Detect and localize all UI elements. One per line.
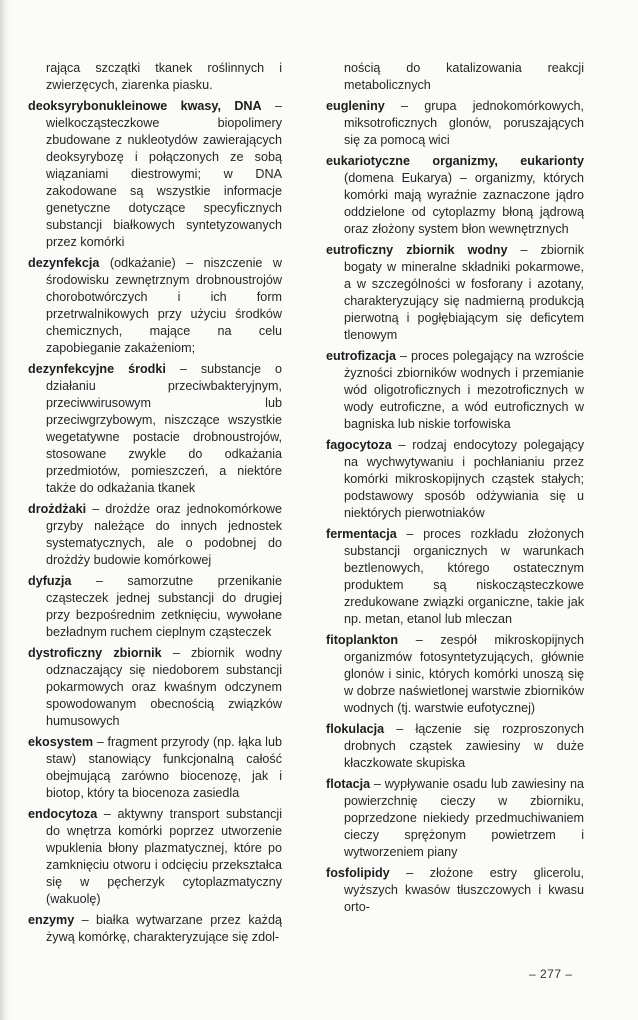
glossary-entry bbox=[28, 501, 282, 569]
entry-definition: – fragment przyrody (np. łąka lub staw) stanowiący funkcjonalną całość obejmującą zarówno biocenozę, jak i biotop, który ta biocenoza zasiedla bbox=[46, 735, 282, 800]
glossary-entry bbox=[326, 632, 584, 717]
entry-term: eutrofizacja bbox=[326, 349, 396, 363]
entry-definition: – samorzutne przenikanie cząsteczek jednej substancji do drugiej przy bezpośrednim zetknięciu, wywołane bezładnym ruchem cieplnym cząsteczek bbox=[46, 574, 282, 639]
glossary-entry bbox=[28, 734, 282, 802]
glossary-entry bbox=[28, 912, 282, 946]
glossary-entry bbox=[326, 153, 584, 238]
left-column bbox=[28, 60, 282, 950]
entry-term: enzymy bbox=[28, 913, 75, 927]
glossary-entry bbox=[28, 255, 282, 357]
entry-definition: (odkażanie) – niszczenie w środowisku zewnętrznym drobnoustrojów chorobotwórczych i ich form przetrwalnikowych przy użyciu środków chemicznych, mające na celu zapobieganie zakażeniom; bbox=[46, 256, 282, 355]
entry-term: fitoplankton bbox=[326, 633, 399, 647]
glossary-entry bbox=[326, 526, 584, 628]
entry-definition: – grupa jednokomórkowych, miksotroficznych glonów, poruszających się za pomocą wici bbox=[344, 99, 584, 147]
page-gutter-shadow bbox=[0, 0, 10, 1020]
entry-definition: – zespół mikroskopijnych organizmów fotosyntetyzujących, głównie glonów i sinic, których komórki unoszą się w dobrze naświetlonej warstwie zbiorników wodnych (tj. warstwie eufotycznej) bbox=[344, 633, 584, 715]
page-number: – 277 – bbox=[529, 967, 573, 981]
entry-term: dyfuzja bbox=[28, 574, 72, 588]
right-column bbox=[326, 60, 584, 920]
entry-term: flokulacja bbox=[326, 722, 385, 736]
entry-term: eutroficzny zbiornik wodny bbox=[326, 243, 508, 257]
glossary-entry bbox=[326, 437, 584, 522]
entry-term: flotacja bbox=[326, 777, 371, 791]
glossary-entry bbox=[28, 806, 282, 908]
glossary-entry bbox=[28, 98, 282, 251]
entry-definition: – drożdże oraz jednokomórkowe grzyby należące do innych jednostek systematycznych, ale o podobnej do drożdży budowie komórkowej bbox=[46, 502, 282, 567]
entry-definition: (domena Eukarya) – organizmy, których komórki mają wyraźnie zaznaczone jądro oddzielone od cytoplazmy błoną jądrową oraz złożony system błon wewnętrznych bbox=[344, 171, 584, 236]
entry-term: deoksyrybonukleinowe kwasy, DNA bbox=[28, 99, 262, 113]
glossary-entry bbox=[326, 98, 584, 149]
entry-term: eukariotyczne organizmy, eukarionty bbox=[326, 154, 584, 168]
entry-term: dezynfekcja bbox=[28, 256, 100, 270]
entry-definition: – substancje o działaniu przeciwbakteryjnym, przeciwwirusowym lub przeciwgrzybowym, niszczące wszystkie wegetatywne postacie drobnoustrojów, stosowane zwykle do odkażania przedmiotów, pomieszczeń, a niektóre także do odkażania tkanek bbox=[46, 362, 283, 495]
entry-definition: – wielkocząsteczkowe biopolimery zbudowane z nukleotydów zawierających deoksyrybozę i połączonych ze sobą wiązaniami diestrowymi; w DNA zakodowane są wszystkie informacje genetyczne dotyczące specyficznych substancji białkowych syntetyzowanych przez komórki bbox=[46, 99, 282, 249]
entry-term: dystroficzny zbiornik bbox=[28, 646, 162, 660]
entry-definition: – złożone estry glicerolu, wyższych kwasów tłuszczowych i kwasu orto- bbox=[344, 866, 584, 914]
entry-definition: – rodzaj endocytozy polegający na wychwytywaniu i pochłanianiu przez komórki mikroskopijnych cząstek stałych; podstawowy sposób odżywiania się u niektórych pierwotniaków bbox=[344, 438, 584, 520]
entry-term: fosfolipidy bbox=[326, 866, 390, 880]
entry-definition: – aktywny transport substancji do wnętrza komórki poprzez utworzenie wpuklenia błony plazmatycznej, które po zamknięciu otworu i odcięciu przekształca się w pęcherzyk cytoplazmatyczny (wakuolę) bbox=[46, 807, 282, 906]
entry-definition: – proces polegający na wzroście żyzności zbiorników wodnych i przemianie wód oligotroficznych i mezotroficznych w wody eutroficzne, a wód eutroficznych w bagniska lub niskie torfowiska bbox=[344, 349, 584, 431]
glossary-entry bbox=[326, 60, 584, 94]
entry-term: drożdżaki bbox=[28, 502, 87, 516]
glossary-entry bbox=[326, 721, 584, 772]
glossary-entry bbox=[326, 776, 584, 861]
entry-term: fagocytoza bbox=[326, 438, 392, 452]
entry-definition: – zbiornik bogaty w mineralne składniki pokarmowe, a w szczególności w fosforany i azotany, charakteryzujący się nadmierną produkcją pierwotną i pogłębiającym się deficytem tlenowym bbox=[344, 243, 584, 342]
glossary-entry bbox=[28, 573, 282, 641]
entry-definition: – zbiornik wodny odznaczający się niedoborem substancji pokarmowych oraz kwaśnym odczynem spowodowanym obecnością związków humusowych bbox=[46, 646, 282, 728]
entry-term: dezynfekcyjne środki bbox=[28, 362, 166, 376]
entry-term: fermentacja bbox=[326, 527, 397, 541]
glossary-entry bbox=[326, 348, 584, 433]
glossary-entry bbox=[28, 60, 282, 94]
entry-definition: – wypływanie osadu lub zawiesiny na powierzchnię cieczy w zbiorniku, poprzedzone niekiedy przedmuchiwaniem cieczy sprężonym powietrzem i wytworzeniem piany bbox=[344, 777, 584, 859]
entry-definition: – proces rozkładu złożonych substancji organicznych w warunkach beztlenowych, którego ostatecznym produktem są niskocząsteczkowe zredukowane związki organiczne, takie jak np. metan, etanol lub mleczan bbox=[344, 527, 584, 626]
entry-definition: – łączenie się rozproszonych drobnych cząstek zawiesiny w duże kłaczkowate skupiska bbox=[344, 722, 584, 770]
entry-definition: nością do katalizowania reakcji metabolicznych bbox=[344, 61, 584, 92]
glossary-entry bbox=[326, 865, 584, 916]
entry-definition: rająca szczątki tkanek roślinnych i zwierzęcych, ziarenka piasku. bbox=[46, 61, 282, 92]
entry-term: endocytoza bbox=[28, 807, 98, 821]
entry-term: eugleniny bbox=[326, 99, 385, 113]
glossary-entry bbox=[28, 361, 282, 497]
glossary-entry bbox=[326, 242, 584, 344]
glossary-entry bbox=[28, 645, 282, 730]
entry-definition: – białka wytwarzane przez każdą żywą komórkę, charakteryzujące się zdol- bbox=[46, 913, 282, 944]
entry-term: ekosystem bbox=[28, 735, 94, 749]
